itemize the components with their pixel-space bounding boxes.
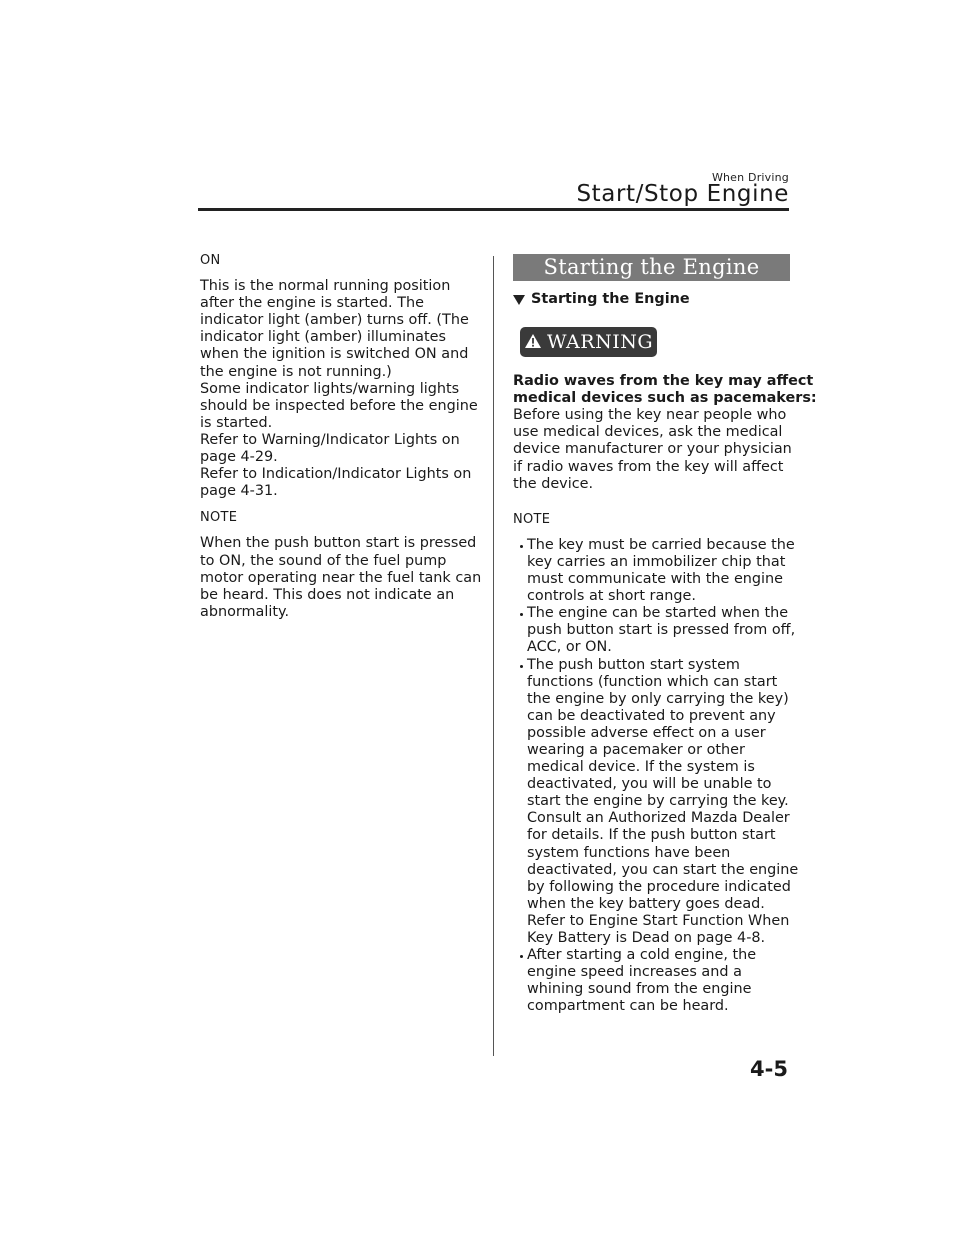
bullet-dot-icon: [520, 665, 523, 668]
subheading-label: Starting the Engine: [531, 291, 690, 307]
text-line: the device.: [513, 475, 594, 492]
text-line: Refer to Warning/Indicator Lights on: [200, 431, 460, 448]
text-line: when the key battery goes dead.: [527, 895, 765, 912]
text-line: system functions have been: [527, 844, 731, 861]
text-line: push button start is pressed from off,: [527, 622, 796, 639]
note-bullets: [513, 537, 798, 1016]
bullet-item: [513, 947, 798, 1015]
text-line: is started.: [200, 414, 273, 431]
warning-heading: [513, 373, 817, 407]
text-line: be heard. This does not indicate an: [200, 586, 455, 603]
text-line: deactivated, you can start the engine: [527, 861, 799, 878]
text-line: wearing a pacemaker or other: [527, 741, 745, 758]
text-line: after the engine is started. The: [200, 295, 424, 312]
warning-icon: [524, 333, 542, 352]
text-line: compartment can be heard.: [527, 998, 729, 1015]
text-line: functions (function which can start: [527, 673, 778, 690]
text-line: can be deactivated to prevent any: [527, 707, 776, 724]
text-line: When the push button start is pressed: [200, 535, 477, 552]
on-description: [200, 278, 478, 500]
left-column: [200, 252, 482, 630]
text-line: medical devices such as pacemakers:: [513, 390, 817, 407]
section-banner: Starting the Engine: [513, 254, 790, 281]
text-line: medical device. If the system is: [527, 759, 755, 776]
bullet-item: [513, 537, 798, 605]
text-line: ACC, or ON.: [527, 639, 612, 656]
text-line: Key Battery is Dead on page 4-8.: [527, 930, 766, 946]
text-line: use medical devices, ask the medical: [513, 424, 783, 441]
text-line: Consult an Authorized Mazda Dealer: [527, 810, 790, 827]
text-line: the engine is not running.): [200, 363, 392, 380]
text-line: After starting a cold engine, the: [527, 947, 757, 964]
text-line: engine speed increases and a: [527, 964, 742, 981]
text-line: when the ignition is switched ON and: [200, 346, 469, 363]
header-rule: [198, 208, 789, 211]
text-line: indicator light (amber) illuminates: [200, 329, 446, 346]
note-label: NOTE: [513, 511, 551, 527]
bullet-dot-icon: [520, 613, 523, 616]
warning-label: WARNING: [546, 330, 654, 353]
text-line: by following the procedure indicated: [527, 878, 791, 895]
text-line: must communicate with the engine: [527, 571, 784, 588]
text-line: key carries an immobilizer chip that: [527, 553, 786, 570]
text-line: The engine can be started when the: [527, 605, 789, 622]
text-line: indicator light (amber) turns off. (The: [200, 312, 469, 329]
bullet-dot-icon: [520, 955, 523, 958]
text-line: Refer to Indication/Indicator Lights on: [200, 466, 472, 483]
page-title: Start/Stop Engine: [576, 181, 789, 207]
text-line: for details. If the push button start: [527, 827, 776, 844]
text-line: page 4-29.: [200, 449, 278, 466]
bullet-item: [513, 605, 798, 656]
triangle-down-icon: [513, 295, 525, 305]
text-line: whining sound from the engine: [527, 981, 752, 998]
text-line: deactivated, you will be unable to: [527, 776, 772, 793]
on-label: ON: [200, 253, 221, 268]
text-line: if radio waves from the key will affect: [513, 458, 784, 475]
text-line: the engine by only carrying the key): [527, 690, 789, 707]
text-line: controls at short range.: [527, 588, 696, 605]
warning-text: [513, 407, 798, 492]
text-line: motor operating near the fuel tank can: [200, 569, 482, 586]
text-line: start the engine by carrying the key.: [527, 793, 789, 810]
right-column: [513, 254, 817, 1015]
text-line: page 4-31.: [200, 483, 278, 500]
bullet-item: [513, 657, 798, 948]
text-line: This is the normal running position: [200, 278, 451, 295]
header-section: When Driving: [711, 171, 789, 184]
note-label: NOTE: [200, 510, 238, 526]
subheading: [513, 291, 798, 308]
text-line: device manufacturer or your physician: [513, 441, 792, 458]
text-line: to ON, the sound of the fuel pump: [200, 552, 447, 569]
column-divider: [493, 256, 494, 1056]
text-line: possible adverse effect on a user: [527, 724, 766, 741]
text-line: abnormality.: [200, 603, 290, 620]
text-line: Radio waves from the key may affect: [513, 373, 814, 390]
text-line: The key must be carried because the: [527, 536, 795, 553]
text-line: Before using the key near people who: [513, 407, 787, 424]
note-text: [200, 535, 482, 620]
text-line: should be inspected before the engine: [200, 397, 478, 414]
text-line: Some indicator lights/warning lights: [200, 380, 460, 397]
warning-badge: [520, 327, 657, 357]
page-number: 4-5: [750, 1057, 788, 1081]
text-line: Refer to Engine Start Function When: [527, 912, 790, 929]
text-line: The push button start system: [527, 656, 740, 673]
bullet-dot-icon: [520, 545, 523, 548]
